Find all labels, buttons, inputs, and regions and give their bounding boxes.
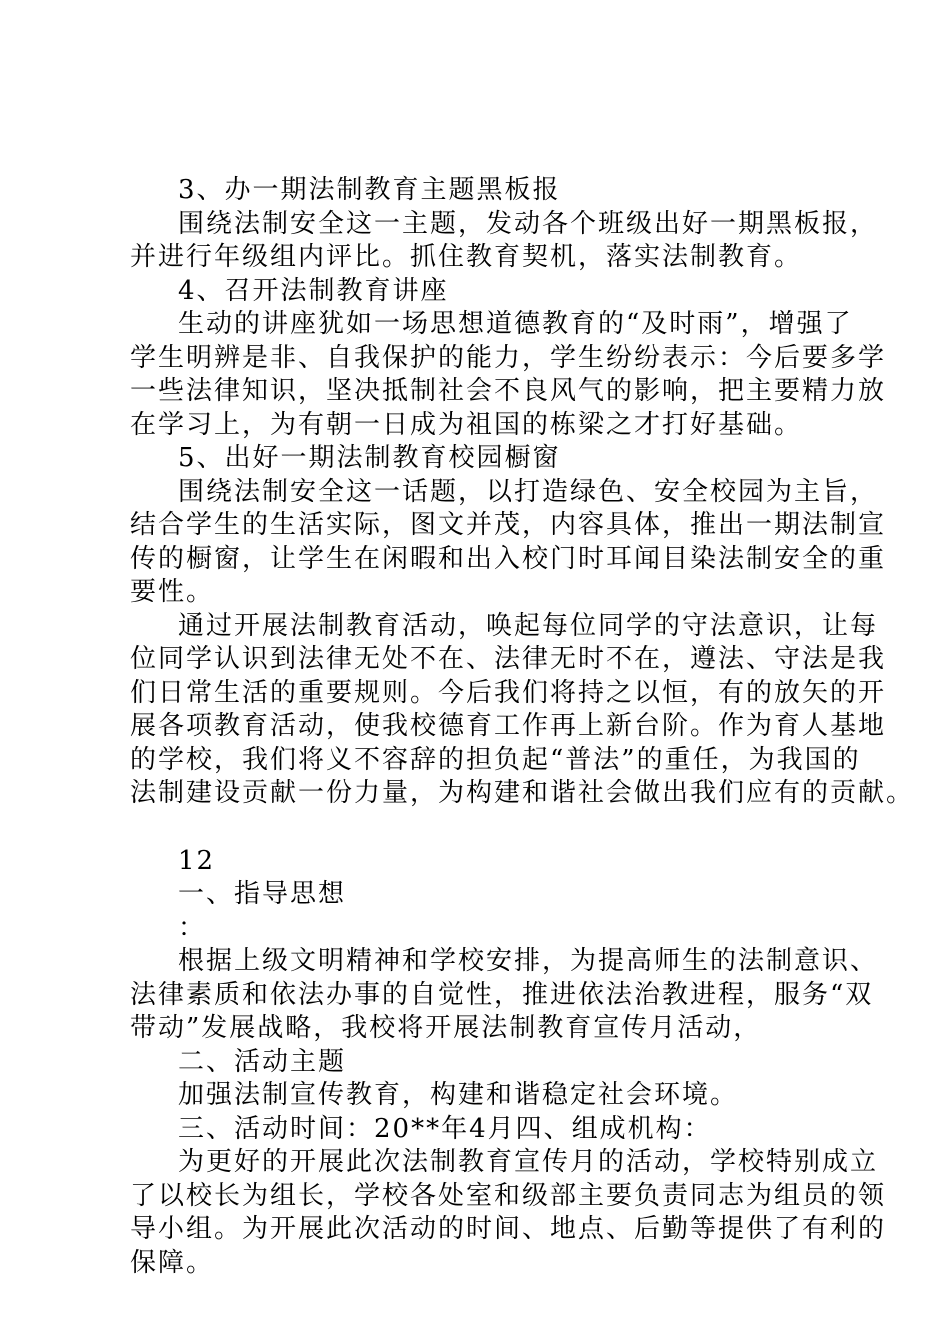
paragraph-line: 围绕法制安全这一话题，以打造绿色、安全校园为主旨， bbox=[178, 477, 879, 507]
paragraph-line: 法律素质和依法办事的自觉性，推进依法治教进程，服务“双 bbox=[130, 980, 874, 1010]
paragraph-line: 的学校，我们将义不容辞的担负起“普法”的重任，为我国的 bbox=[130, 745, 861, 775]
paragraph-line: 传的橱窗，让学生在闲暇和出入校门时耳闻目染法制安全的重 bbox=[130, 544, 887, 574]
item-heading-3: 3、办一期法制教育主题黑板报 bbox=[178, 175, 561, 205]
paragraph-line: 展各项教育活动，使我校德育工作再上新台阶。作为育人基地 bbox=[130, 711, 887, 741]
paragraph-line: 围绕法制安全这一主题，发动各个班级出好一期黑板报， bbox=[178, 209, 879, 239]
paragraph-line: 并进行年级组内评比。抓住教育契机，落实法制教育。 bbox=[130, 242, 803, 272]
item-heading-5: 5、出好一期法制教育校园橱窗 bbox=[178, 443, 561, 473]
item-heading-4: 4、召开法制教育讲座 bbox=[178, 276, 449, 306]
paragraph-line: 加强法制宣传教育，构建和谐稳定社会环境。 bbox=[178, 1080, 739, 1110]
paragraph-line: 保障。 bbox=[130, 1248, 215, 1278]
paragraph-line: 导小组。为开展此次活动的时间、地点、后勤等提供了有利的 bbox=[130, 1214, 887, 1244]
paragraph-line: 生动的讲座犹如一场思想道德教育的“及时雨”，增强了 bbox=[178, 309, 853, 339]
paragraph-line: 一些法律知识，坚决抵制社会不良风气的影响，把主要精力放 bbox=[130, 376, 887, 406]
colon-line: ： bbox=[178, 913, 207, 943]
section-heading-theme: 二、活动主题 bbox=[178, 1047, 347, 1077]
paragraph-line: 为更好的开展此次法制教育宣传月的活动，学校特别成立 bbox=[178, 1147, 879, 1177]
section-number: 12 bbox=[178, 846, 216, 876]
paragraph-line: 法制建设贡献一份力量，为构建和谐社会做出我们应有的贡献。 bbox=[130, 778, 915, 808]
paragraph-line: 在学习上，为有朝一日成为祖国的栋梁之才打好基础。 bbox=[130, 410, 803, 440]
section-heading-time: 三、活动时间：20**年4月四、组成机构： bbox=[178, 1114, 712, 1144]
paragraph-line: 们日常生活的重要规则。今后我们将持之以恒，有的放矢的开 bbox=[130, 678, 887, 708]
paragraph-line: 了以校长为组长，学校各处室和级部主要负责同志为组员的领 bbox=[130, 1181, 887, 1211]
paragraph-line: 通过开展法制教育活动，唤起每位同学的守法意识，让每 bbox=[178, 611, 879, 641]
paragraph-line: 结合学生的生活实际，图文并茂，内容具体，推出一期法制宣 bbox=[130, 510, 887, 540]
paragraph-line: 要性。 bbox=[130, 577, 215, 607]
paragraph-line: 位同学认识到法律无处不在、法律无时不在，遵法、守法是我 bbox=[130, 644, 887, 674]
paragraph-line: 学生明辨是非、自我保护的能力，学生纷纷表示：今后要多学 bbox=[130, 343, 887, 373]
section-heading-guiding-thought: 一、指导思想 bbox=[178, 879, 347, 909]
paragraph-line: 带动”发展战略，我校将开展法制教育宣传月活动， bbox=[130, 1013, 762, 1043]
paragraph-line: 根据上级文明精神和学校安排，为提高师生的法制意识、 bbox=[178, 946, 879, 976]
